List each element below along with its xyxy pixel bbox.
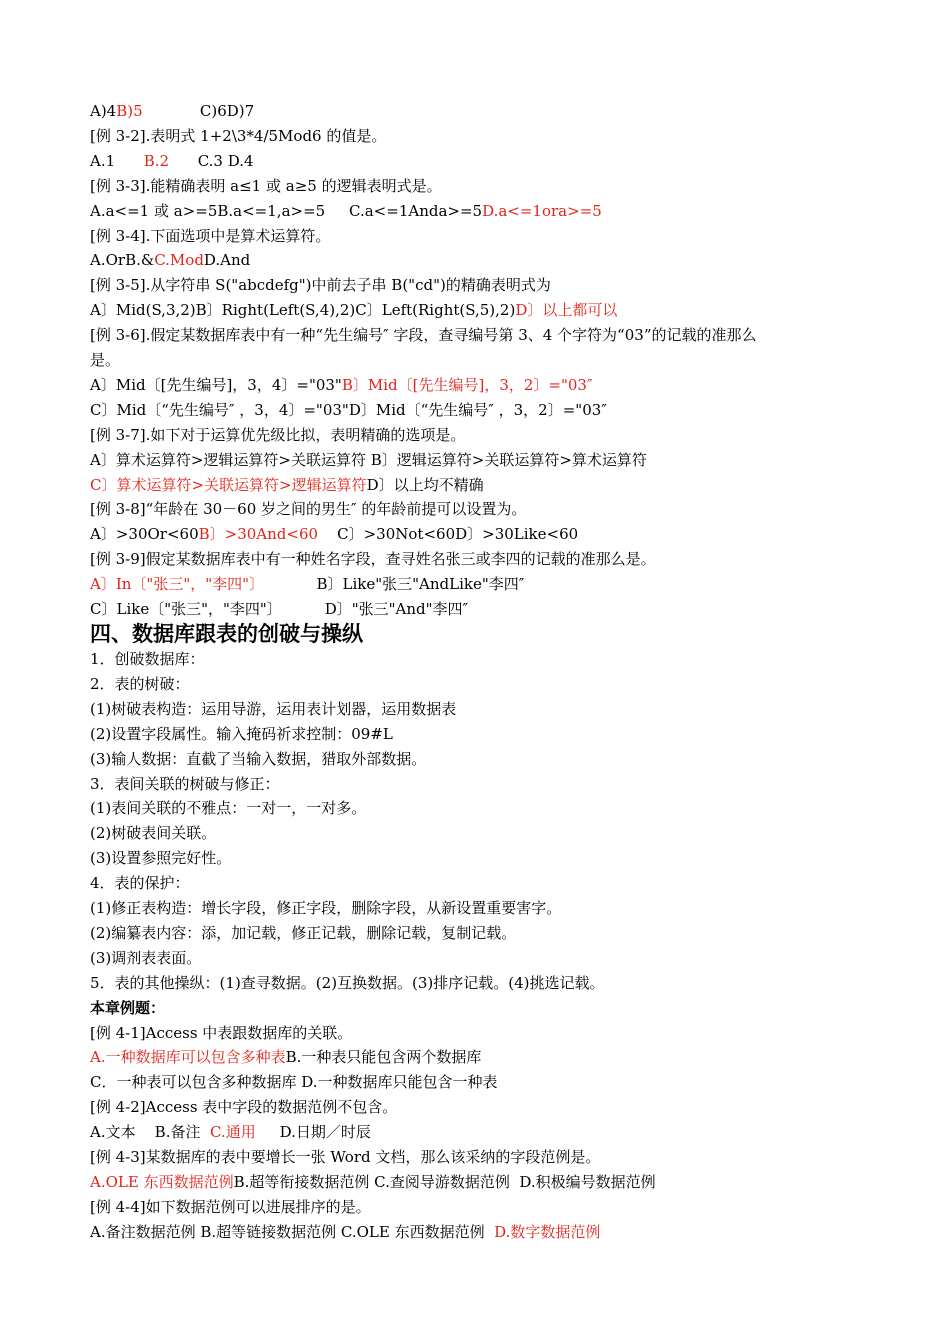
answer-highlight: B〕Mid〔[先生编号]，3，2〕="03″ (341, 375, 593, 394)
text-line (90, 499, 526, 519)
text-line (90, 649, 205, 669)
text-line (90, 151, 254, 171)
text-segment: 4．表的保护： (90, 874, 190, 893)
text-segment: D〕以上均不精确 (366, 475, 484, 494)
text-segment: (2)设置字段属性。输入掩码祈求控制：09#L (90, 724, 393, 743)
text-segment: C〕>30Not<60D〕>30Like<60 (318, 525, 579, 544)
text-segment: (1)树破表构造：运用导游，运用表计划器，运用数据表 (90, 699, 457, 718)
text-line (90, 1222, 600, 1242)
text-segment: A〕>30Or<60 (90, 525, 199, 544)
text-line (90, 1097, 397, 1117)
text-line (90, 1122, 371, 1142)
text-line (90, 1172, 656, 1192)
text-segment: [例 3-3].能精确表明 a≤1 或 a≥5 的逻辑表明式是。 (90, 176, 442, 195)
text-segment: A〕算术运算符>逻辑运算符>关联运算符 B〕逻辑运算符>关联运算符>算术运算符 (90, 450, 647, 469)
text-line (90, 724, 393, 744)
text-line (90, 923, 516, 943)
text-line (90, 674, 190, 694)
text-segment: [例 3-4].下面选项中是算术运算符。 (90, 226, 331, 245)
text-line (90, 176, 442, 196)
text-segment: (2)树破表间关联。 (90, 824, 217, 843)
text-line (90, 1047, 481, 1067)
text-segment: (1)修正表构造：增长字段，修正字段，删除字段，从新设置重要害字。 (90, 899, 562, 917)
text-segment: (2)编纂表内容：添，加记载，修正记载，删除记载，复制记载。 (90, 923, 517, 942)
text-segment: [例 4-1]Access 中表跟数据库的关联。 (90, 1023, 353, 1042)
answer-highlight: B〕>30And<60 (198, 525, 319, 544)
text-line (90, 549, 656, 569)
text-segment: (3)输人数据：直截了当输入数据，猎取外部数据。 (90, 749, 427, 768)
text-line (90, 300, 617, 320)
text-line (90, 126, 386, 146)
text-line (90, 1147, 600, 1167)
text-segment: [例 3-7].如下对于运算优先级比拟，表明精确的选项是。 (90, 425, 466, 444)
text-segment: A.备注数据范例 B.超等链接数据范例 C.OLE 东西数据范例 (90, 1222, 495, 1241)
text-segment: C〕Like〔"张三"，"李四"〕 D〕"张三"And"李四″ (90, 600, 469, 618)
text-line (90, 400, 607, 420)
text-line (90, 973, 605, 993)
text-segment: 3．表间关联的树破与修正： (90, 774, 280, 793)
text-segment: [例 4-4]如下数据范例可以进展排序的是。 (90, 1197, 371, 1216)
text-line (90, 1023, 352, 1043)
text-segment: B.超等衔接数据范例 C.查阅导游数据范例 D.积极编号数据范例 (233, 1172, 656, 1191)
text-line (90, 201, 602, 221)
answer-highlight: A.一种数据库可以包含多种表 (90, 1048, 286, 1067)
text-line (90, 475, 484, 495)
text-segment: D.日期／时辰 (255, 1123, 371, 1142)
text-segment: (1)表间关联的不雅点：一对一，一对多。 (90, 799, 367, 818)
text-line (90, 873, 190, 893)
answer-highlight: C.Mod (154, 251, 204, 270)
text-segment: A.文本 B.备注 (90, 1123, 211, 1142)
text-segment: B.一种表只能包含两个数据库 (285, 1048, 482, 1067)
answer-highlight: B)5 (116, 102, 143, 120)
text-segment: A〕Mid(S,3,2)B〕Right(Left(S,4),2)C〕Left(Right(S,5),2) (90, 301, 516, 320)
text-line (90, 275, 551, 295)
text-line (90, 798, 366, 818)
text-line (90, 250, 250, 270)
answer-highlight: D.a<=1ora>=5 (482, 201, 602, 220)
text-line (90, 948, 201, 968)
text-line (90, 375, 593, 395)
text-segment: (3)设置参照完好性。 (90, 849, 232, 868)
text-segment: 5．表的其他操纵：(1)查寻数据。(2)互换数据。(3)排序记载。(4)挑选记载。 (90, 973, 605, 992)
text-segment: C.3 D.4 (169, 151, 254, 170)
text-line (90, 823, 216, 843)
text-segment: A.a<=1 或 a>=5B.a<=1,a>=5 C.a<=1Anda>=5 (90, 201, 483, 220)
text-segment: B〕Like"张三"AndLike"李四″ (264, 575, 525, 594)
text-segment: [例 3-5].从字符串 S("abcdefg")中前去子串 B("cd")的精确表明式为 (90, 276, 551, 295)
text-segment: A.1 (90, 151, 144, 170)
text-segment: 本章例题： (90, 998, 166, 1017)
answer-highlight: C〕算术运算符>关联运算符>逻辑运算符 (90, 475, 367, 494)
answer-highlight: B.2 (143, 151, 170, 170)
text-segment: D.And (203, 251, 251, 270)
text-line (90, 848, 231, 868)
text-segment: A.OrB.& (90, 251, 155, 270)
text-segment: [例 3-8]“年龄在 30－60 岁之间的男生″ 的年龄前提可以设置为。 (90, 500, 527, 519)
text-segment: C〕Mid〔“先生编号″ ，3，4〕="03"D〕Mid〔“先生编号″ ，3，2〕="03″ (90, 400, 607, 419)
answer-highlight: D〕以上都可以 (515, 301, 618, 320)
answer-highlight: A〕In〔"张三"，"李四"〕 (90, 575, 265, 594)
section-heading: 四、数据库跟表的创破与操纵 (90, 622, 363, 646)
text-line (90, 774, 280, 794)
text-segment: [例 3-2].表明式 1+2\3*4/5Mod6 的值是。 (90, 126, 387, 145)
text-segment: [例 3-6].假定某数据库表中有一种“先生编号″ 字段，查寻编号第 3、4 个字符为“03”的记载的准那么 (90, 326, 757, 345)
text-segment: A〕Mid〔[先生编号]，3，4〕="03" (90, 375, 342, 394)
text-segment: C)6D)7 (142, 102, 255, 120)
text-segment: C．一种表可以包含多种数据库 D.一种数据库只能包含一种表 (90, 1073, 498, 1092)
text-line (90, 574, 524, 594)
answer-highlight: C.通用 (210, 1123, 256, 1142)
answer-highlight: A.OLE 东西数据范例 (90, 1172, 234, 1191)
text-line (90, 425, 465, 445)
text-segment: [例 4-3]某数据库的表中要增长一张 Word 文档，那么该采纳的字段范例是。 (90, 1148, 601, 1166)
text-line (90, 101, 254, 121)
text-line (90, 898, 561, 918)
text-line (90, 1072, 498, 1092)
text-segment: 1．创破数据库： (90, 650, 205, 668)
text-line (90, 699, 456, 719)
text-segment: (3)调剂表表面。 (90, 948, 202, 967)
text-line (90, 599, 468, 619)
text-segment: 是。 (90, 351, 121, 369)
text-segment: A)4 (90, 102, 117, 120)
answer-highlight: D.数字数据范例 (494, 1222, 601, 1241)
text-line (90, 998, 165, 1018)
text-line (90, 749, 426, 769)
text-line (90, 450, 647, 470)
text-segment: 2．表的树破： (90, 674, 190, 693)
text-segment: [例 4-2]Access 表中字段的数据范例不包含。 (90, 1098, 398, 1117)
text-segment: [例 3-9]假定某数据库表中有一种姓名字段，查寻姓名张三或李四的记载的准那么是。 (90, 550, 656, 569)
text-line (90, 524, 578, 544)
text-line (90, 350, 120, 370)
text-line (90, 325, 757, 345)
text-line (90, 226, 330, 246)
text-line (90, 1197, 371, 1217)
